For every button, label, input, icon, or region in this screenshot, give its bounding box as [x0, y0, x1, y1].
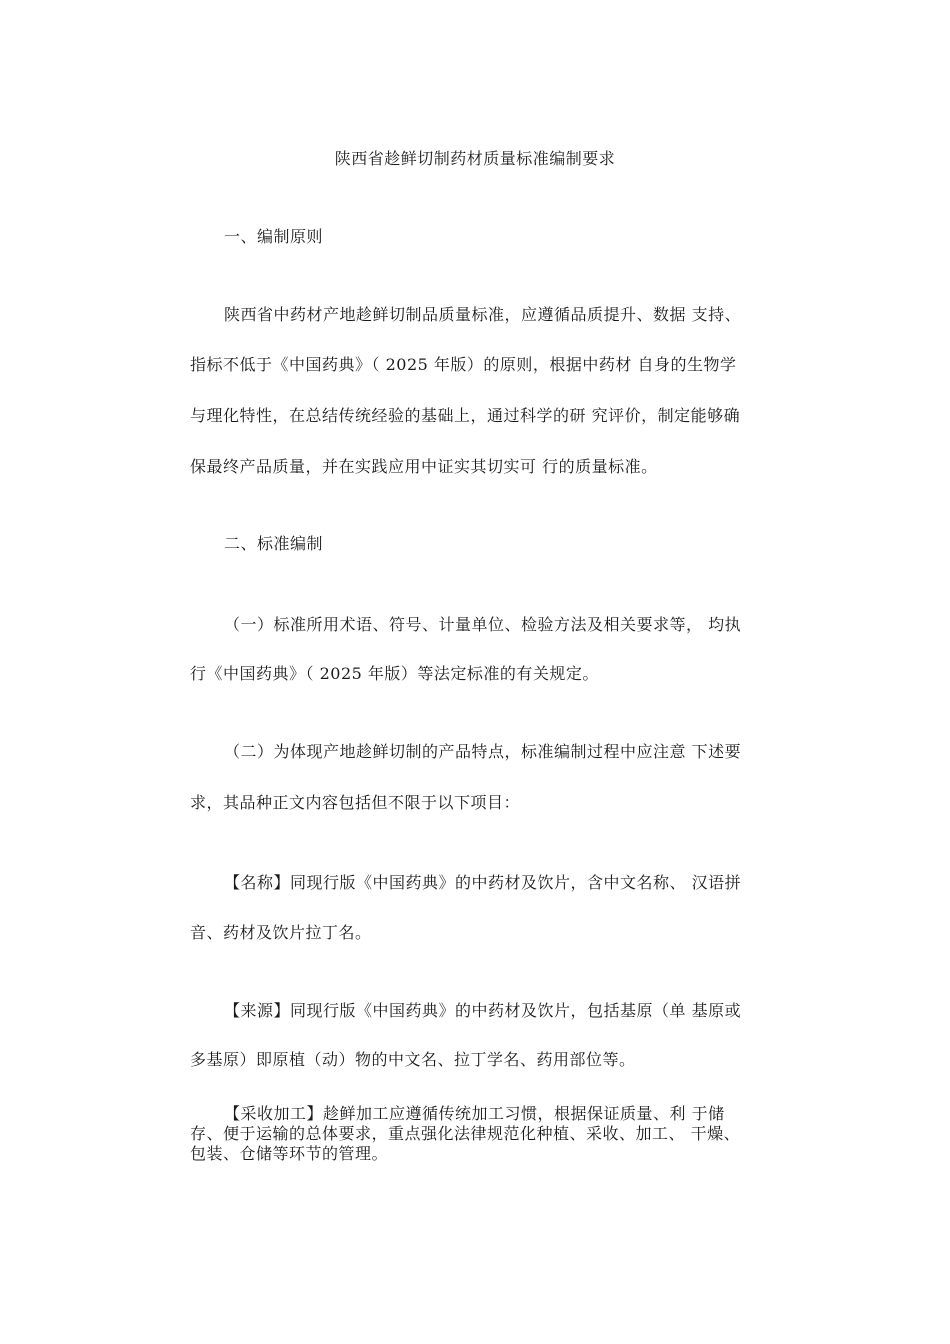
paragraph-line: 【名称】同现行版《中国药典》的中药材及饮片，含中文名称、 汉语拼: [224, 873, 742, 892]
document-title: 陕西省趁鲜切制药材质量标准编制要求: [334, 149, 616, 168]
paragraph-line: 存、便于运输的总体要求，重点强化法律规范化种植、采收、加工、 干燥、: [190, 1124, 741, 1143]
paragraph-line: 【采收加工】趁鲜加工应遵循传统加工习惯，根据保证质量、利 于储: [224, 1104, 725, 1123]
section-heading-standards: 二、标准编制: [224, 534, 324, 553]
paragraph-line: 多基原）即原植（动）物的中文名、拉丁学名、药用部位等。: [190, 1050, 636, 1069]
paragraph-line: 行《中国药典》（ 2025 年版）等法定标准的有关规定。: [190, 664, 599, 683]
processing-paragraph: [190, 1104, 770, 1164]
paragraph-line: 求，其品种正文内容包括但不限于以下项目：: [190, 793, 521, 812]
paragraph-line: 包装、仓储等环节的管理。: [190, 1144, 389, 1163]
paragraph-line: 【来源】同现行版《中国药典》的中药材及饮片，包括基原（单 基原或: [224, 1001, 742, 1020]
section-heading-principles: 一、编制原则: [224, 227, 324, 246]
paragraph-line: 音、药材及饮片拉丁名。: [190, 923, 372, 942]
paragraph-line: （一）标准所用术语、符号、计量单位、检验方法及相关要求等， 均执: [224, 615, 742, 634]
paragraph-line: 与理化特性，在总结传统经验的基础上，通过科学的研 究评价，制定能够确: [190, 406, 741, 425]
paragraph-line: 指标不低于《中国药典》（ 2025 年版）的原则，根据中药材 自身的生物学: [190, 355, 737, 374]
paragraph-line: 保最终产品质量，并在实践应用中证实其切实可 行的质量标准。: [190, 457, 658, 476]
paragraph-line: 陕西省中药材产地趁鲜切制品质量标准，应遵循品质提升、数据 支持、: [224, 305, 742, 324]
paragraph-line: （二）为体现产地趁鲜切制的产品特点，标准编制过程中应注意 下述要: [224, 742, 742, 761]
